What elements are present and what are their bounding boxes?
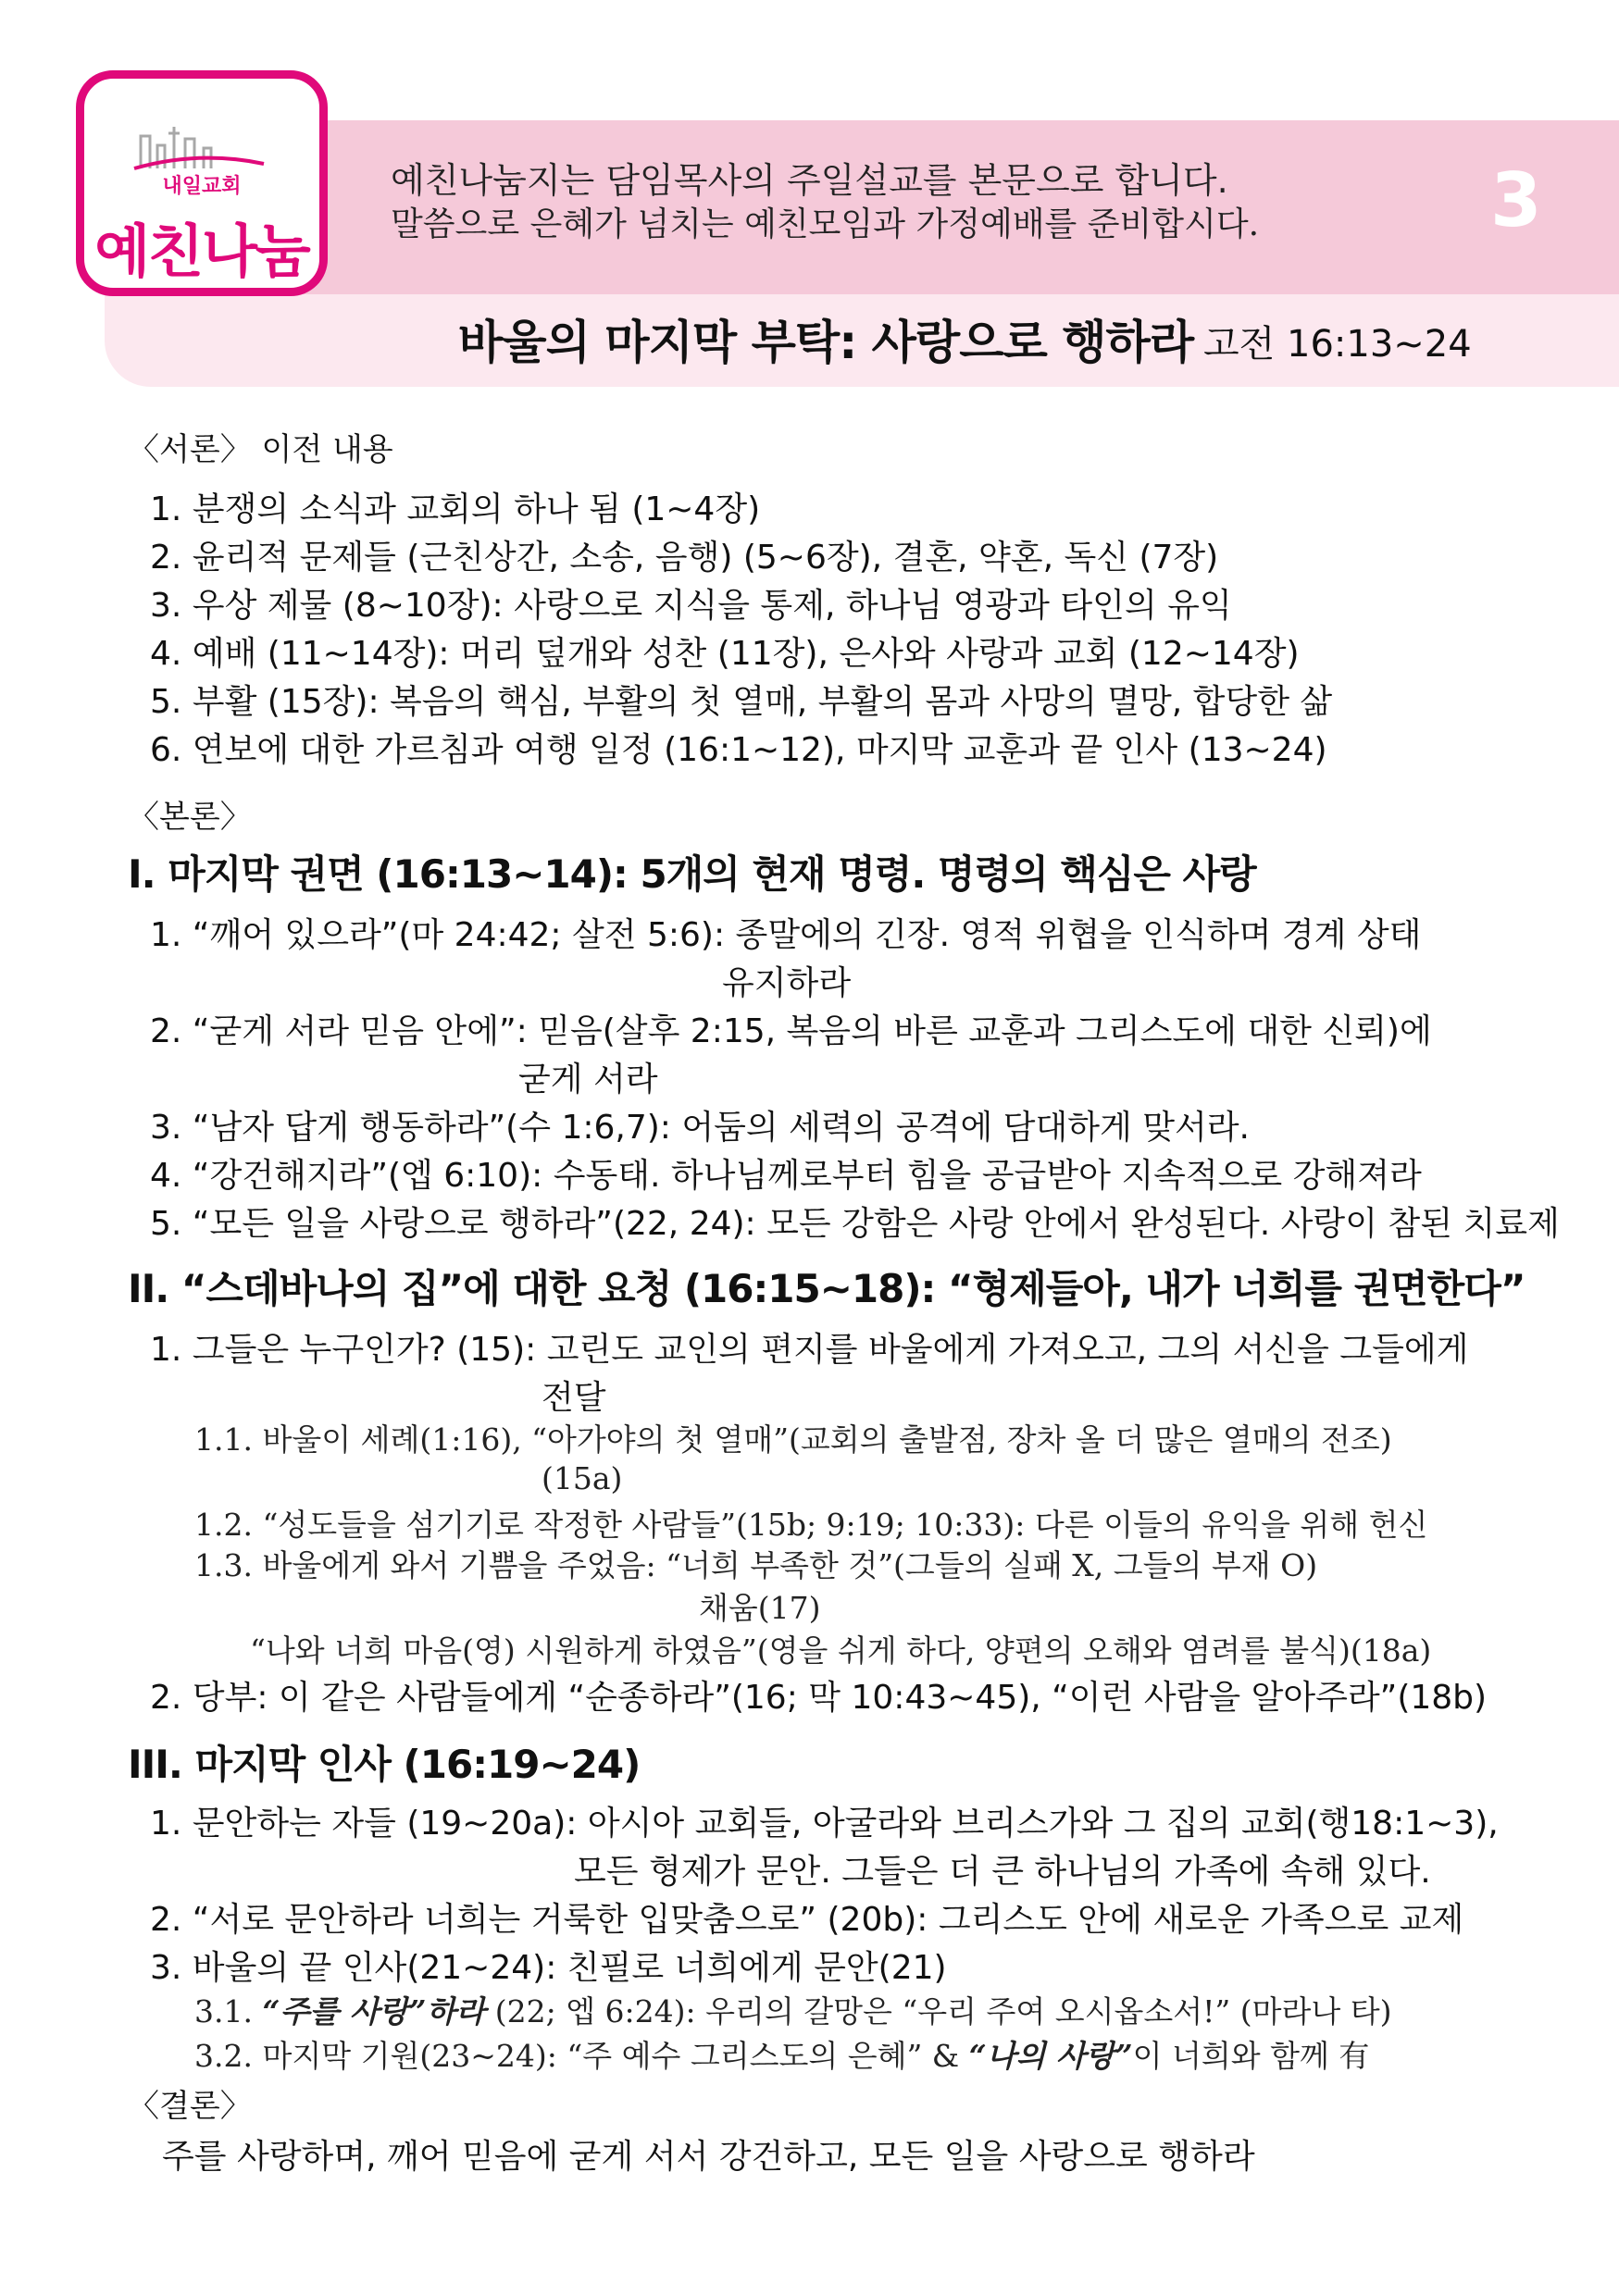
subitem-text: 이 너희와 함께 有 — [1132, 2038, 1370, 2074]
intro-item: 5. 부활 (15장): 복음의 핵심, 부활의 첫 열매, 부활의 몸과 사망의 멸망, 합당한 삶 — [150, 683, 1333, 721]
conclusion-text: 주를 사랑하며, 깨어 믿음에 굳게 서서 강건하고, 모든 일을 사랑으로 행하라 — [162, 2138, 1255, 2176]
section-2-subitem: 1.2. “성도들을 섬기기로 작정한 사람들”(15b; 9:19; 10:33): 다른 이들의 유익을 위해 헌신 — [194, 1507, 1428, 1543]
section-3-item-cont: 모든 형제가 문안. 그들은 더 큰 하나님의 가족에 속해 있다. — [574, 1853, 1431, 1891]
intro-item: 1. 분쟁의 소식과 교회의 하나 됨 (1~4장) — [150, 490, 761, 528]
page-number: 3 — [1490, 157, 1542, 243]
section-1-item: 2. “굳게 서라 믿음 안에”: 믿음(살후 2:15, 복음의 바른 교훈과 그리스도에 대한 신뢰)에 — [150, 1012, 1432, 1050]
section-2-item: 2. 당부: 이 같은 사람들에게 “순종하라”(16; 막 10:43~45), “이런 사람을 알아주라”(18b) — [150, 1679, 1488, 1717]
intro-line-2: 말씀으로 은혜가 넘치는 예친모임과 가정예배를 준비합시다. — [391, 205, 1260, 243]
section-2-subitem-cont: (15a) — [542, 1460, 623, 1496]
section-2-title: II. “스데바나의 집”에 대한 요청 (16:15~18): “형제들아, 내가 너희를 권면한다” — [128, 1266, 1526, 1311]
section-2-subitem: 1.1. 바울이 세례(1:16), “아가야의 첫 열매”(교회의 출발점, 장차 올 더 많은 열매의 전조) — [194, 1421, 1392, 1458]
scripture-reference: 고전 16:13~24 — [1203, 323, 1472, 366]
section-1-item: 3. “남자 답게 행동하라”(수 1:6,7): 어둠의 세력의 공격에 담대하게 맞서라. — [150, 1109, 1250, 1147]
section-3-subitem — [194, 2032, 1369, 2076]
section-2-subitem-cont: 채움(17) — [699, 1590, 821, 1626]
intro-item: 4. 예배 (11~14장): 머리 덮개와 성찬 (11장), 은사와 사랑과 교회 (12~14장) — [150, 635, 1300, 673]
section-2-item: 1. 그들은 누구인가? (15): 고린도 교인의 편지를 바울에게 가져오고, 그의 서신을 그들에게 — [150, 1331, 1469, 1369]
church-skyline-icon — [130, 113, 268, 178]
subitem-emphasis: “나의 사랑” — [968, 2038, 1133, 2074]
section-1-item: 1. “깨어 있으라”(마 24:42; 살전 5:6): 종말에의 긴장. 영적 위협을 인식하며 경계 상태 — [150, 916, 1422, 954]
intro-item: 3. 우상 제물 (8~10장): 사랑으로 지식을 통제, 하나님 영광과 타인의 유익 — [150, 587, 1232, 625]
section-2-subitem: 1.3. 바울에게 와서 기쁨을 주었음: “너희 부족한 것”(그들의 실패 X, 그들의 부재 O) — [194, 1547, 1318, 1583]
church-name: 내일교회 — [162, 175, 242, 198]
intro-heading: 〈서론〉 이전 내용 — [128, 431, 393, 468]
section-2-item-cont: 전달 — [542, 1379, 606, 1417]
intro-line-1: 예친나눔지는 담임목사의 주일설교를 본문으로 합니다. — [391, 160, 1228, 201]
subitem-emphasis: “주를 사랑”하라 — [262, 1993, 486, 2029]
section-1-title: I. 마지막 권면 (16:13~14): 5개의 현재 명령. 명령의 핵심은 사랑 — [128, 851, 1256, 897]
section-2-subitem-cont: “나와 너희 마음(영) 시원하게 하였음”(영을 쉬게 하다, 양편의 오해와 염려를 불식)(18a) — [250, 1632, 1432, 1669]
subitem-number: 3.1. — [194, 1993, 253, 2029]
section-3-subitem — [194, 1988, 1392, 2031]
sermon-title: 바울의 마지막 부탁: 사랑으로 행하라 — [458, 316, 1194, 369]
logo-title: 예친나눔 — [94, 217, 309, 285]
subitem-text: (22; 엡 6:24): 우리의 갈망은 “우리 주여 오시옵소서!” (마라나 타) — [494, 1993, 1392, 2029]
section-1-item: 5. “모든 일을 사랑으로 행하라”(22, 24): 모든 강함은 사랑 안에서 완성된다. 사랑이 참된 치료제 — [150, 1205, 1560, 1243]
section-1-item-cont: 유지하라 — [722, 964, 852, 1002]
intro-item: 6. 연보에 대한 가르침과 여행 일정 (16:1~12), 마지막 교훈과 끝 인사 (13~24) — [150, 731, 1327, 769]
section-1-item: 4. “강건해지라”(엡 6:10): 수동태. 하나님께로부터 힘을 공급받아 지속적으로 강해져라 — [150, 1157, 1422, 1195]
section-1-item-cont: 굳게 서라 — [518, 1061, 658, 1098]
section-3-item: 1. 문안하는 자들 (19~20a): 아시아 교회들, 아굴라와 브리스가와 그 집의 교회(행18:1~3), — [150, 1805, 1499, 1843]
section-3-title: III. 마지막 인사 (16:19~24) — [128, 1742, 641, 1787]
section-3-item: 3. 바울의 끝 인사(21~24): 친필로 너희에게 문안(21) — [150, 1949, 947, 1987]
subitem-text: 3.2. 마지막 기원(23~24): “주 예수 그리스도의 은혜” & — [194, 2038, 960, 2074]
main-heading: 〈본론〉 — [128, 799, 252, 836]
intro-item: 2. 윤리적 문제들 (근친상간, 소송, 음행) (5~6장), 결혼, 약혼, 독신 (7장) — [150, 539, 1219, 577]
section-3-item: 2. “서로 문안하라 너희는 거룩한 입맞춤으로” (20b): 그리스도 안에 새로운 가족으로 교제 — [150, 1901, 1464, 1939]
conclusion-heading: 〈결론〉 — [128, 2088, 252, 2125]
